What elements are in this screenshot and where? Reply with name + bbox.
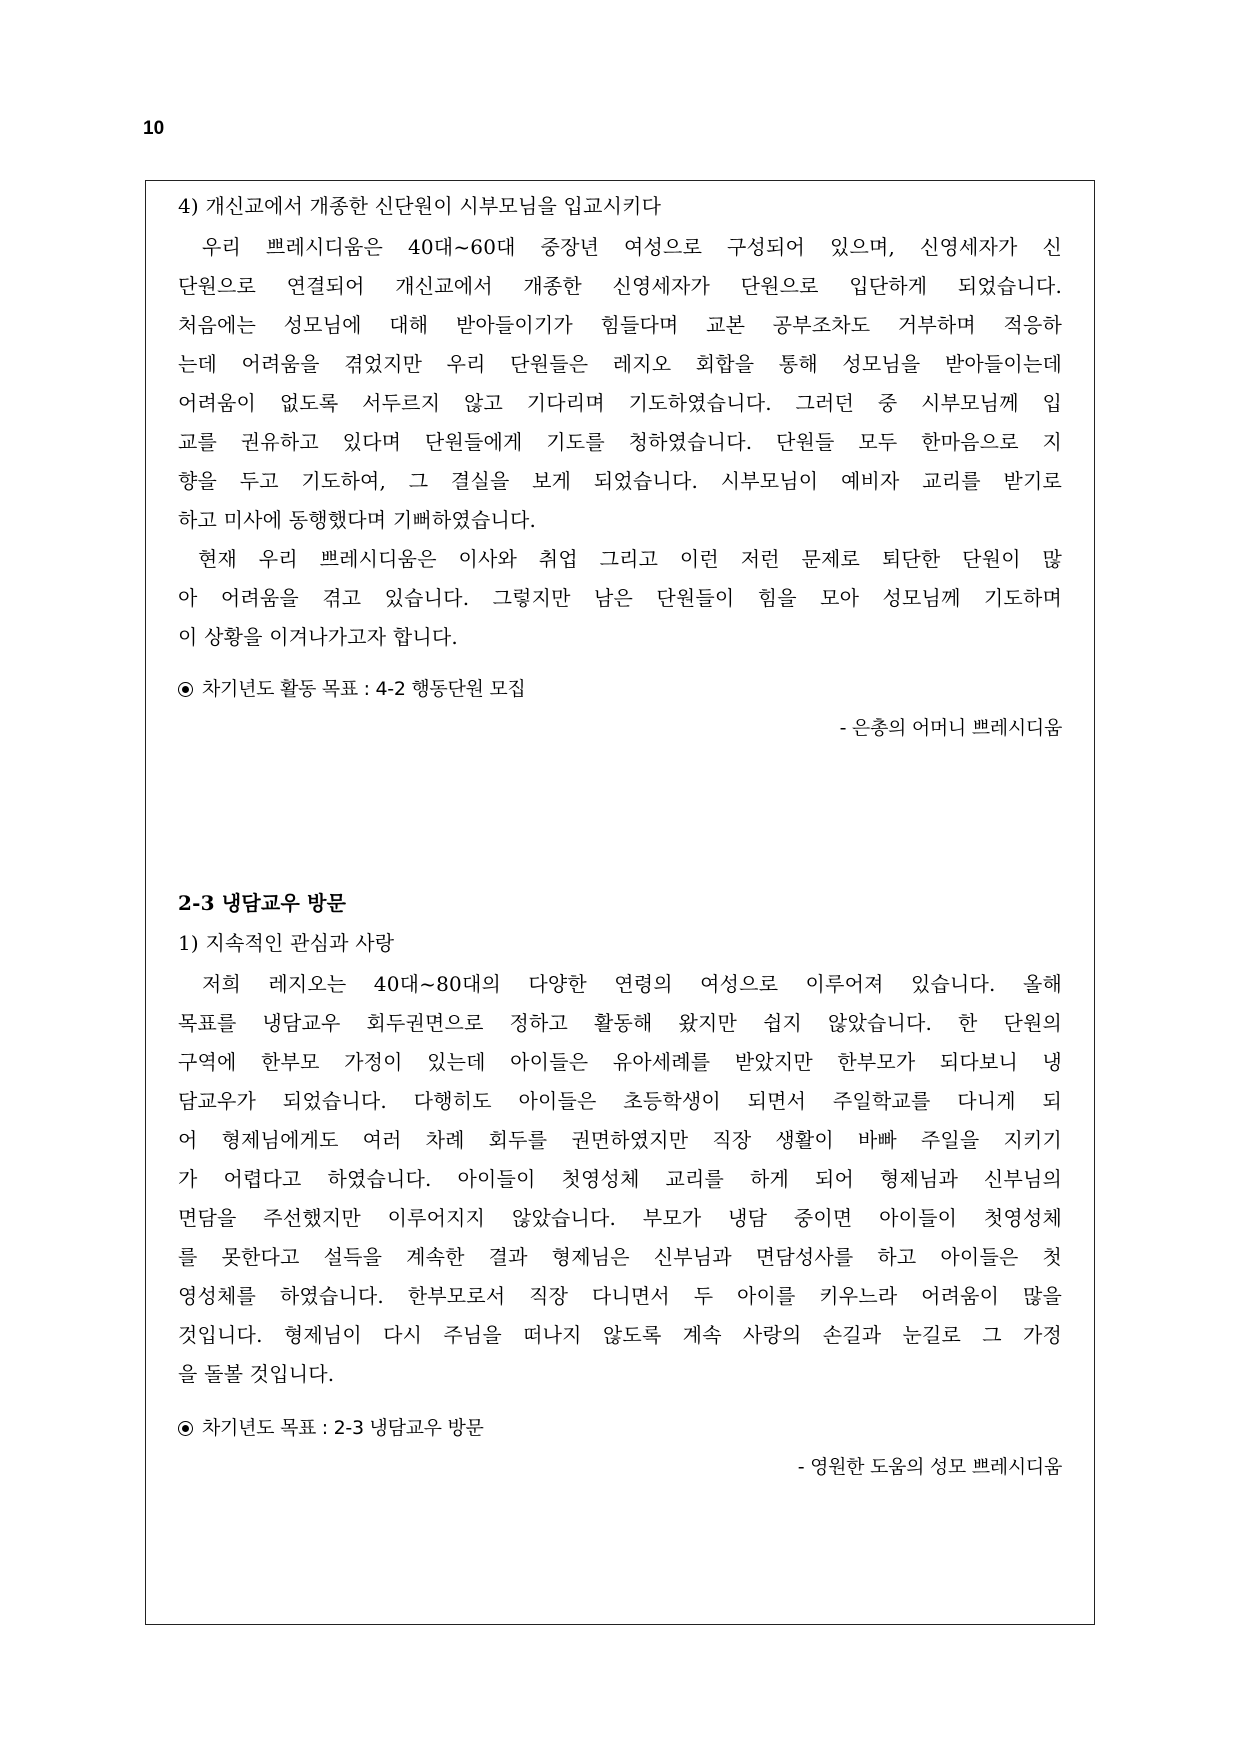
bullet-icon (178, 682, 193, 697)
paragraph-line: 현재 우리 쁘레시디움은 이사와 취업 그리고 이런 저런 문제로 퇴단한 단원이 많 (198, 547, 1062, 571)
goal-text: 차기년도 활동 목표 : 4-2 행동단원 모집 (202, 678, 526, 700)
paragraph-line: 이 상황을 이겨나가고자 합니다. (178, 625, 458, 649)
section2-signature: - 영원한 도움의 성모 쁘레시디움 (797, 1456, 1062, 1478)
paragraph-line: 을 돌볼 것입니다. (178, 1362, 335, 1386)
paragraph-line: 저희 레지오는 40대~80대의 다양한 연령의 여성으로 이루어져 있습니다. 올해 (202, 972, 1062, 996)
paragraph-line: 우리 쁘레시디움은 40대~60대 중장년 여성으로 구성되어 있으며, 신영세자가 신 (202, 235, 1062, 259)
section1-signature: - 은총의 어머니 쁘레시디움 (839, 717, 1062, 739)
paragraph-line: 를 못한다고 설득을 계속한 결과 형제님은 신부님과 면담성사를 하고 아이들은 첫 (178, 1245, 1062, 1269)
paragraph-line: 교를 권유하고 있다며 단원들에게 기도를 청하였습니다. 단원들 모두 한마음으로 지 (178, 430, 1062, 454)
paragraph-line: 아 어려움을 겪고 있습니다. 그렇지만 남은 단원들이 힘을 모아 성모님께 기도하며 (178, 586, 1062, 610)
paragraph-line: 담교우가 되었습니다. 다행히도 아이들은 초등학생이 되면서 주일학교를 다니게 되 (178, 1089, 1062, 1113)
paragraph-line: 는데 어려움을 겪었지만 우리 단원들은 레지오 회합을 통해 성모님을 받아들이는데 (178, 352, 1062, 376)
section2-subheading: 1) 지속적인 관심과 사랑 (178, 931, 395, 955)
section1-subheading: 4) 개신교에서 개종한 신단원이 시부모님을 입교시키다 (178, 194, 662, 218)
paragraph-line: 가 어렵다고 하였습니다. 아이들이 첫영성체 교리를 하게 되어 형제님과 신부님의 (178, 1167, 1062, 1191)
page-number: 10 (143, 118, 165, 139)
bullet-icon (178, 1421, 193, 1436)
paragraph-line: 어 형제님에게도 여러 차례 회두를 권면하였지만 직장 생활이 바빠 주일을 지키기 (178, 1128, 1062, 1152)
paragraph-line: 영성체를 하였습니다. 한부모로서 직장 다니면서 두 아이를 키우느라 어려움이 많을 (178, 1284, 1062, 1308)
paragraph-line: 단원으로 연결되어 개신교에서 개종한 신영세자가 단원으로 입단하게 되었습니다. (178, 274, 1062, 298)
goal-text: 차기년도 목표 : 2-3 냉담교우 방문 (202, 1417, 484, 1439)
paragraph-line: 목표를 냉담교우 회두권면으로 정하고 활동해 왔지만 쉽지 않았습니다. 한 단원의 (178, 1011, 1062, 1035)
paragraph-line: 구역에 한부모 가정이 있는데 아이들은 유아세례를 받았지만 한부모가 되다보니 냉 (178, 1050, 1062, 1074)
paragraph-line: 처음에는 성모님에 대해 받아들이기가 힘들다며 교본 공부조차도 거부하며 적응하 (178, 313, 1062, 337)
paragraph-line: 어려움이 없도록 서두르지 않고 기다리며 기도하였습니다. 그러던 중 시부모님께 입 (178, 391, 1062, 415)
section1-goal (178, 675, 1062, 703)
section2-heading: 2-3 냉담교우 방문 (178, 891, 347, 915)
paragraph-line: 하고 미사에 동행했다며 기뻐하였습니다. (178, 508, 537, 532)
section2-goal (178, 1414, 1062, 1442)
paragraph-line: 면담을 주선했지만 이루어지지 않았습니다. 부모가 냉담 중이면 아이들이 첫영성체 (178, 1206, 1062, 1230)
paragraph-line: 것입니다. 형제님이 다시 주님을 떠나지 않도록 계속 사랑의 손길과 눈길로 그 가정 (178, 1323, 1062, 1347)
paragraph-line: 향을 두고 기도하여, 그 결실을 보게 되었습니다. 시부모님이 예비자 교리를 받기로 (178, 469, 1062, 493)
